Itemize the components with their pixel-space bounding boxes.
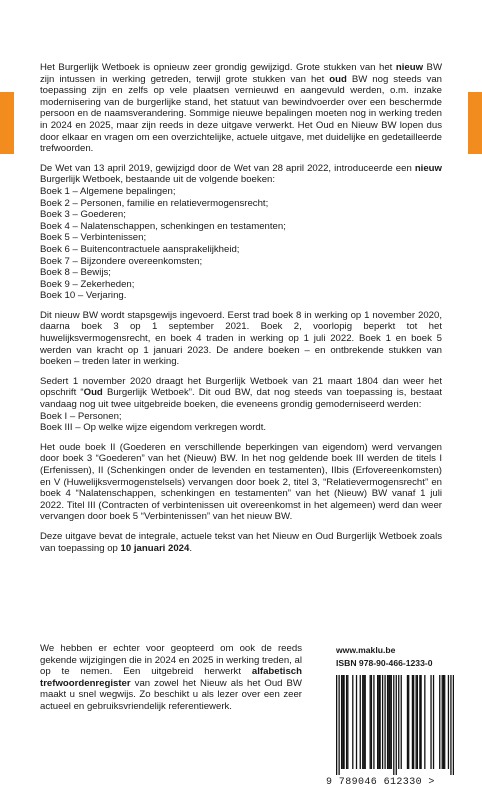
- barcode-bar: [442, 675, 443, 769]
- book-list-item: Boek 10 – Verjaring.: [40, 290, 127, 302]
- barcode-bar: [430, 675, 431, 769]
- emphasis-text: 10 januari 2024: [120, 542, 190, 554]
- book-list-item: Boek 2 – Personen, familie en relatievermogensrecht;: [40, 197, 269, 209]
- text-run: Dit nieuw BW wordt stapsgewijs ingevoerd. Eerst trad boek 8 in werking op 1 november 2020, daarna boek 3 op 1 september 2021. Boek 2, voorlopig beperkt tot het huwelijksvermogensrecht, en boek 4 traden in werking op 1 juli 2022. Boek 1 en boek 5 werden van kracht op 1 januari 2023. De andere boeken – en ontbrekende stukken van boeken – treden later in werking.: [40, 309, 442, 368]
- barcode-bar: [439, 675, 440, 769]
- barcode-bar: [453, 675, 454, 775]
- publisher-info: [336, 645, 456, 669]
- barcode-bar: [371, 675, 372, 769]
- barcode-bar: [346, 675, 347, 769]
- barcode-bar: [338, 675, 339, 775]
- barcode-bar: [448, 675, 449, 769]
- back-cover-text: [40, 62, 442, 562]
- text-run: Deze uitgave bevat de integrale, actuele tekst van het Nieuw en Oud Burgerlijk Wetboek zoals van toepassing op: [40, 530, 442, 554]
- publisher-url: www.maklu.be: [336, 645, 396, 655]
- barcode-bar: [391, 675, 392, 769]
- barcode-bar: [412, 675, 413, 769]
- barcode-bar: [433, 675, 434, 769]
- book-list-item: Boek 5 – Verbintenissen;: [40, 232, 147, 244]
- barcode-bar: [443, 675, 444, 769]
- barcode-bar: [408, 675, 409, 769]
- old-bw-intro: [40, 376, 442, 410]
- paragraph-old-bw: [40, 376, 442, 434]
- barcode-bar: [384, 675, 385, 769]
- isbn-number: ISBN 978-90-466-1233-0: [336, 658, 433, 668]
- text-run: BW nog steeds van toepassing zijn en zelfs op vele plaatsen vernieuwd en aangevuld werden, o.m. inzake modernisering van de burgerlijke stand, het statuut van bewindvoerder over een beschermde persoon en de naamsverandering. Sommige nieuwe bepalingen moeten nog in werking treden in 2024 en 2025, maar zijn reeds in deze uitgave verwerkt. Het Oud en Nieuw BW lopen dus door elkaar en vragen om een overzichtelijke, actuele uitgave, met duidelijke en gedetailleerde trefwoorden.: [40, 73, 442, 155]
- barcode-bar: [389, 675, 390, 769]
- text-run: Sedert 1 november 2020 draagt het Burgerlijk Wetboek van 21 maart 1804 dan weer het opschrift “: [40, 375, 442, 399]
- paragraph-replacements: [40, 442, 442, 523]
- barcode-bar: [352, 675, 353, 769]
- barcode-bar: [378, 675, 379, 769]
- text-run: .: [189, 542, 193, 554]
- isbn-barcode: [336, 675, 454, 775]
- barcode-bar: [347, 675, 348, 769]
- book-list-item: Boek 8 – Bewijs;: [40, 267, 111, 279]
- barcode-bar: [341, 675, 342, 769]
- text-run: Burgerlijk Wetboek”. Dit oud BW, dat nog steeds van toepassing is, bestaat vandaag nog uit twee uitgebreide boeken, die eveneens grondig gemoderniseerd werden:: [40, 387, 442, 411]
- text-run: BW zijn intussen in werking getreden, terwijl grote stukken van het: [40, 62, 442, 85]
- barcode-bar: [444, 675, 445, 769]
- old-book-list: [40, 411, 442, 434]
- barcode-bar: [413, 675, 414, 769]
- emphasis-text: alfabetisch trefwoordenregister: [40, 666, 302, 689]
- paragraph-phased-introduction: [40, 310, 442, 368]
- barcode-bar: [336, 675, 337, 775]
- barcode-bar: [419, 675, 420, 769]
- paragraph-closing: [40, 643, 302, 713]
- emphasis-text: nieuw: [414, 162, 442, 174]
- barcode-bar: [420, 675, 421, 769]
- emphasis-text: nieuw: [395, 62, 424, 73]
- book-list-item: Boek 9 – Zekerheden;: [40, 278, 135, 290]
- barcode-bar: [407, 675, 408, 769]
- barcode-bar: [424, 675, 425, 769]
- paragraph-intro: [40, 62, 442, 155]
- text-run: Het oude boek II (Goederen en verschillende beperkingen van eigendom) werd vervangen door boek 3 “Goederen” van het (Nieuw) BW. In het nog geldende boek III werden de titels I (Erfenissen), II (Schenkingen onder de levenden en testamenten), IIbis (Erfovereenkomsten) en V (Huwelijksvermogenstelsels) vervangen door boek 2, titel 3, “Relatievermogensrecht” en boek 4 “Nalatenschappen, schenkingen en testamenten” van het (Nieuw) BW vanaf 1 juli 2022. Titel III (Contracten of verbintenissen uit overeenkomst in het algemeen) werd dan weer vervangen door boek 5 “Verbintenissen” van het nieuw BW.: [40, 441, 442, 523]
- closing-text: [40, 643, 302, 713]
- barcode-bar: [362, 675, 363, 769]
- book-list-item: Boek 6 – Buitencontractuele aansprakelijkheid;: [40, 243, 240, 255]
- barcode-bar: [379, 675, 380, 769]
- new-bw-intro: [40, 163, 442, 186]
- barcode-bar: [356, 675, 357, 769]
- barcode-bar: [417, 675, 418, 769]
- barcode-bar: [401, 675, 402, 769]
- barcode-bar: [450, 675, 451, 775]
- paragraph-new-bw: [40, 163, 442, 302]
- barcode-bar: [342, 675, 343, 769]
- book-list-item: Boek 1 – Algemene bepalingen;: [40, 185, 176, 197]
- book-list-item: Boek 4 – Nalatenschappen, schenkingen en testamenten;: [40, 220, 286, 232]
- barcode-bar: [382, 675, 383, 769]
- book-list-item: Boek 7 – Bijzondere overeenkomsten;: [40, 255, 203, 267]
- emphasis-text: oud: [329, 73, 347, 85]
- barcode-bar: [365, 675, 366, 769]
- barcode-bar: [388, 675, 389, 769]
- barcode-bar: [387, 675, 388, 769]
- barcode-bar: [370, 675, 371, 769]
- barcode-bar: [415, 675, 416, 769]
- book-list: [40, 186, 442, 302]
- right-accent-bar: [468, 92, 482, 154]
- barcode-bar: [396, 675, 397, 775]
- text-run: van zowel het Nieuw als het Oud BW maakt u snel wegwijs. Zo beschikt u als lezer over een zeer actueel en gebruiksvriendelijk referentiewerk.: [40, 677, 302, 712]
- paragraph-edition-date: [40, 531, 442, 554]
- barcode-bar: [343, 675, 344, 769]
- text-run: Burgerlijk Wetboek, bestaande uit de volgende boeken:: [40, 174, 276, 186]
- barcode-bar: [373, 675, 374, 769]
- text-run: De Wet van 13 april 2019, gewijzigd door de Wet van 28 april 2022, introduceerde een: [40, 162, 415, 174]
- barcode-digits: 9 789046 612330 >: [326, 777, 435, 788]
- barcode-bar: [377, 675, 378, 769]
- left-accent-bar: [0, 92, 14, 154]
- barcode-bar: [363, 675, 364, 769]
- barcode-bar: [360, 675, 361, 769]
- emphasis-text: Oud: [83, 387, 103, 399]
- book-list-item: Boek 3 – Goederen;: [40, 209, 126, 221]
- text-run: We hebben er echter voor geopteerd om ook de reeds gekende wijzigingen die in 2024 en 2025 in werking treden, al op te nemen. Een uitgebreid herwerkt: [40, 643, 302, 678]
- book-list-item: Boek III – Op welke wijze eigendom verkregen wordt.: [40, 422, 267, 434]
- book-list-item: Boek I – Personen;: [40, 410, 122, 422]
- barcode-bar: [398, 675, 399, 769]
- barcode-bar: [393, 675, 394, 775]
- text-run: Het Burgerlijk Wetboek is opnieuw zeer grondig gewijzigd. Grote stukken van het: [40, 62, 396, 73]
